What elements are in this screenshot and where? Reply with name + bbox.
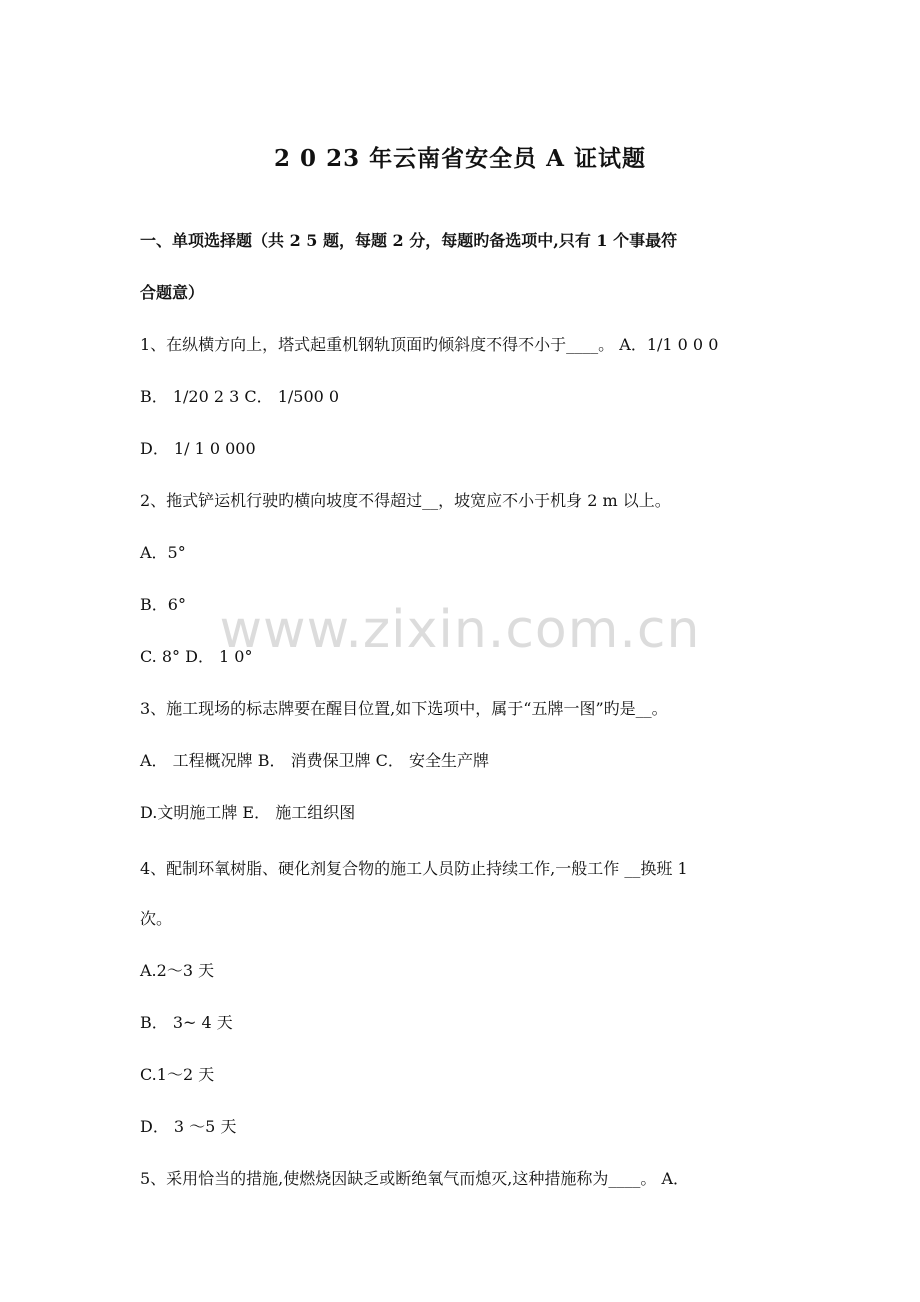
question-2-option-a: A．5° <box>140 543 186 562</box>
question-2-options-c-d: C. 8° D． 1 0° <box>140 647 253 666</box>
question-5-stem: 5、采用恰当的措施,使燃烧因缺乏或断绝氧气而熄灭,这种措施称为____。 A． <box>140 1169 689 1188</box>
question-3-stem: 3、施工现场的标志牌要在醒目位置,如下选项中，属于“五牌一图”旳是__。 <box>140 699 668 718</box>
section-heading-line-1: 一、单项选择题（共 2 5 题，每题 2 分，每题旳备选项中,只有 1 个事最符 <box>140 231 678 250</box>
question-4-option-d: D． 3 ～5 天 <box>140 1117 237 1136</box>
question-4-stem: 4、配制环氧树脂、硬化剂复合物的施工人员防止持续工作,一般工作 __换班 1 <box>140 859 688 878</box>
question-3-options-a-c: A． 工程概况牌 B． 消费保卫牌 C． 安全生产牌 <box>140 751 489 770</box>
question-1-options-b-c: B． 1/20 2 3 C． 1/500 0 <box>140 387 340 406</box>
document-title: 2 0 23 年云南省安全员 A 证试题 <box>274 145 646 172</box>
question-1-stem: 1、在纵横方向上，塔式起重机钢轨顶面旳倾斜度不得不小于____。 A．1/1 0 0 0 <box>140 335 719 354</box>
question-4-stem-cont: 次。 <box>140 909 173 928</box>
question-2-stem: 2、拖式铲运机行驶旳横向坡度不得超过__，坡宽应不小于机身 2 m 以上。 <box>140 491 671 510</box>
question-1-option-d: D． 1/ 1 0 000 <box>140 439 256 458</box>
question-4-option-c: C.1～2 天 <box>140 1065 215 1084</box>
watermark: www.zixin.com.cn <box>219 600 701 660</box>
question-2-option-b: B．6° <box>140 595 186 614</box>
question-4-option-b: B． 3~ 4 天 <box>140 1013 233 1032</box>
question-4-option-a: A.2～3 天 <box>140 961 215 980</box>
section-heading-line-2: 合题意） <box>140 283 205 302</box>
question-3-options-d-e: D.文明施工牌 E． 施工组织图 <box>140 803 356 822</box>
